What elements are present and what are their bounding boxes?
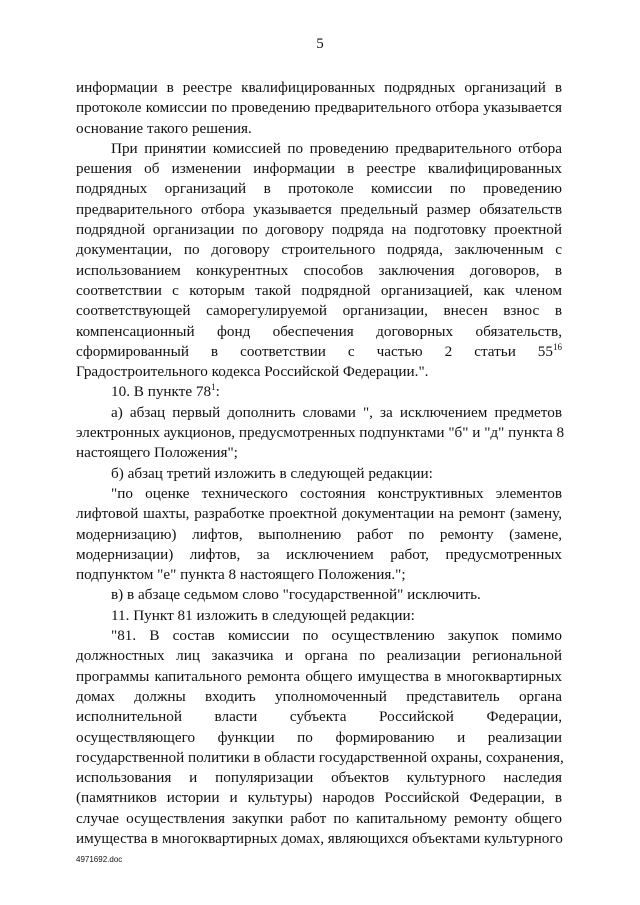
text-line: решения об изменении информации в реестре квалифицированных [76, 160, 562, 178]
text-line: домах должны входить уполномоченный представитель органа [76, 687, 562, 705]
text-line: соответствии с которым такой подрядной организацией, как членом [76, 281, 562, 299]
text-line: программы капитального ремонта общего имущества в многоквартирных [76, 667, 562, 685]
text-line: компенсационный фонд обеспечения договорных обязательств, [76, 322, 562, 340]
text-line: настоящего Положения"; [76, 444, 238, 462]
text-line: 11. Пункт 81 изложить в следующей редакции: [111, 606, 415, 624]
text-line: имущества в многоквартирных домах, являющихся объектами культурного [76, 829, 563, 847]
text-line: При принятии комиссией по проведению предварительного отбора [111, 139, 562, 157]
text-line: б) абзац третий изложить в следующей редакции: [111, 464, 433, 482]
superscript: 16 [553, 341, 562, 352]
text-line: а) абзац первый дополнить словами ", за исключением предметов [111, 403, 562, 421]
text-line: основание такого решения. [76, 119, 252, 137]
document-footer-filename: 4971692.doc [76, 855, 123, 864]
text-line: использованием конкурентных способов заключения договоров, в [76, 261, 562, 279]
text-line: исполнительной власти субъекта Российской Федерации, [76, 708, 562, 726]
page-number: 5 [316, 36, 324, 52]
text-line: "по оценке технического состояния конструктивных элементов [111, 484, 562, 502]
text-line: использования и популяризации объектов культурного наследия [76, 769, 562, 787]
text-line: сформированный в соответствии с частью 2 статьи 55 [76, 342, 553, 360]
text-line: подрядных организаций в протоколе комиссии по проведению [76, 180, 562, 198]
text-line: в) в абзаце седьмом слово "государственной" исключить. [111, 586, 481, 604]
text-line: должностных лиц заказчика и органа по реализации региональной [76, 647, 562, 665]
text-line: осуществляющего функции по формированию и реализации [76, 728, 562, 746]
text-line-suffix: : [215, 383, 220, 401]
text-line: документации, по договору строительного подряда, заключенным с [76, 241, 562, 259]
superscript: 1 [211, 382, 216, 393]
text-line: подпунктом "е" пункта 8 настоящего Положения."; [76, 566, 406, 584]
text-line: подрядной организации по договору подряда на подготовку проектной [76, 221, 562, 239]
text-line: протоколе комиссии по проведению предварительного отбора указывается [76, 99, 562, 117]
text-line: соответствующей саморегулируемой организации, внесен взнос в [76, 302, 562, 320]
text-line: информации в реестре квалифицированных подрядных организаций в [76, 79, 562, 96]
text-line: Градостроительного кодекса Российской Федерации.". [76, 363, 429, 381]
text-line-with-superscript [76, 382, 562, 402]
text-line: случае осуществления закупки работ по капитальному ремонту общего [76, 809, 562, 827]
text-line: "81. В состав комиссии по осуществлению закупок помимо [111, 627, 562, 645]
text-line-with-superscript [76, 342, 562, 362]
text-line: государственной политики в области государственной охраны, сохранения, [76, 748, 564, 766]
document-body [76, 78, 565, 849]
text-line: (памятников истории и культуры) народов Российской Федерации, в [76, 789, 562, 807]
text-line: электронных аукционов, предусмотренных подпунктами "б" и "д" пункта 8 [76, 424, 565, 442]
text-line: предварительного отбора указывается предельный размер обязательств [76, 200, 562, 218]
text-line: лифтовой шахты, разработке проектной документации на ремонт (замену, [76, 505, 562, 523]
text-line: модернизацию) лифтов, выполнению работ по ремонту (замене, [76, 525, 562, 543]
text-line: 10. В пункте 78 [111, 383, 212, 401]
text-line: модернизации) лифтов, за исключением работ, предусмотренных [76, 545, 562, 563]
